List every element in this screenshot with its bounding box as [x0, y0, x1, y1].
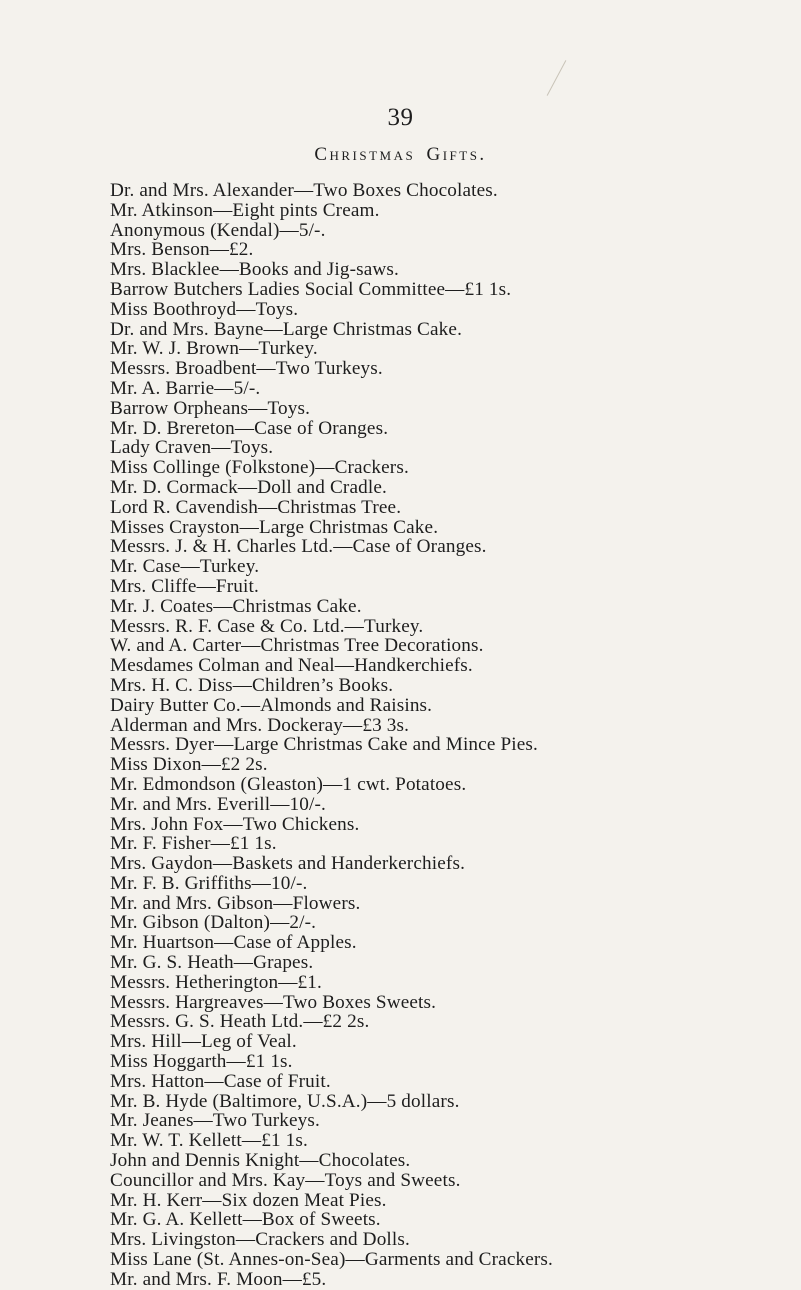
- gift-entry: Mrs. Gaydon—Baskets and Handerkerchiefs.: [110, 853, 466, 875]
- gift-entry: Alderman and Mrs. Dockeray—£3 3s.: [110, 714, 410, 736]
- page-title: Christmas Gifts.: [314, 144, 487, 165]
- gift-entry: Mr. B. Hyde (Baltimore, U.S.A.)—5 dollars.: [110, 1090, 460, 1112]
- page-number: 39: [387, 104, 414, 131]
- gift-entry: W. and A. Carter—Christmas Tree Decorations.: [110, 635, 484, 657]
- gift-entry: Councillor and Mrs. Kay—Toys and Sweets.: [110, 1169, 461, 1191]
- gift-entry: Mrs. Hill—Leg of Veal.: [110, 1031, 297, 1053]
- gift-entry: John and Dennis Knight—Chocolates.: [110, 1150, 411, 1172]
- gift-entry: Anonymous (Kendal)—5/-.: [110, 219, 326, 241]
- gift-entry: Mr. and Mrs. F. Moon—£5.: [110, 1268, 327, 1290]
- gift-entry: Mr. D. Cormack—Doll and Cradle.: [110, 476, 387, 498]
- gift-entry: Mr. Edmondson (Gleaston)—1 cwt. Potatoes.: [110, 773, 467, 795]
- gift-entry: Messrs. R. F. Case & Co. Ltd.—Turkey.: [110, 615, 424, 637]
- gift-entry: Miss Dixon—£2 2s.: [110, 754, 268, 776]
- gift-entry: Mr. F. Fisher—£1 1s.: [110, 833, 277, 855]
- gift-entry: Mr. Jeanes—Two Turkeys.: [110, 1110, 320, 1132]
- gift-entry: Mr. J. Coates—Christmas Cake.: [110, 595, 362, 617]
- gift-entry: Mrs. Livingston—Crackers and Dolls.: [110, 1229, 410, 1251]
- gift-entry: Mr. and Mrs. Everill—10/-.: [110, 793, 327, 815]
- gift-entry: Mr. and Mrs. Gibson—Flowers.: [110, 892, 361, 914]
- gift-entry: Misses Crayston—Large Christmas Cake.: [110, 516, 439, 538]
- gift-entry: Mr. D. Brereton—Case of Oranges.: [110, 417, 389, 439]
- gift-entry: Dr. and Mrs. Bayne—Large Christmas Cake.: [110, 318, 463, 340]
- gift-entry: Lady Craven—Toys.: [110, 437, 274, 459]
- gift-entry: Barrow Orpheans—Toys.: [110, 397, 311, 419]
- gift-entry: Mr. Atkinson—Eight pints Cream.: [110, 199, 380, 221]
- gift-entry: Dr. and Mrs. Alexander—Two Boxes Chocolates.: [110, 180, 498, 201]
- gift-entry: Mr. Gibson (Dalton)—2/-.: [110, 912, 317, 934]
- gift-entry: Mesdames Colman and Neal—Handkerchiefs.: [110, 655, 473, 677]
- gift-entry: Mr. W. J. Brown—Turkey.: [110, 338, 318, 360]
- gift-entry: Messrs. Broadbent—Two Turkeys.: [110, 358, 383, 380]
- gift-entry: Mr. F. B. Griffiths—10/-.: [110, 872, 308, 894]
- gift-entry: Mr. G. S. Heath—Grapes.: [110, 952, 314, 974]
- gift-entry: Mr. Huartson—Case of Apples.: [110, 932, 357, 954]
- gift-entry: Mr. Case—Turkey.: [110, 556, 260, 578]
- gift-entry: Messrs. Hetherington—£1.: [110, 971, 322, 993]
- gift-entry: Miss Collinge (Folkstone)—Crackers.: [110, 457, 409, 479]
- gift-entry: Miss Hoggarth—£1 1s.: [110, 1051, 293, 1073]
- gift-entry: Mrs. H. C. Diss—Children’s Books.: [110, 674, 394, 696]
- gift-entry: Messrs. Dyer—Large Christmas Cake and Mince Pies.: [110, 734, 538, 756]
- gift-entry: Miss Boothroyd—Toys.: [110, 298, 299, 320]
- gift-entry: Mrs. Benson—£2.: [110, 239, 254, 261]
- paper-crease-mark: [547, 60, 567, 96]
- gift-entry: Mrs. Blacklee—Books and Jig-saws.: [110, 259, 399, 281]
- gift-entry: Lord R. Cavendish—Christmas Tree.: [110, 496, 402, 518]
- gift-entry: Messrs. Hargreaves—Two Boxes Sweets.: [110, 991, 437, 1013]
- gift-entry: Dairy Butter Co.—Almonds and Raisins.: [110, 694, 433, 716]
- gift-entry: Barrow Butchers Ladies Social Committee—£1 1s.: [110, 278, 512, 300]
- gift-entry: Messrs. J. & H. Charles Ltd.—Case of Oranges.: [110, 536, 487, 558]
- gift-list: [110, 181, 553, 1290]
- gift-entry: Mr. A. Barrie—5/-.: [110, 377, 261, 399]
- gift-entry: Messrs. G. S. Heath Ltd.—£2 2s.: [110, 1011, 370, 1033]
- gift-entry: Mr. W. T. Kellett—£1 1s.: [110, 1130, 308, 1152]
- gift-entry: Mrs. Hatton—Case of Fruit.: [110, 1070, 331, 1092]
- gift-entry: Mrs. John Fox—Two Chickens.: [110, 813, 360, 835]
- gift-entry: Miss Lane (St. Annes-on-Sea)—Garments and Crackers.: [110, 1249, 553, 1271]
- gift-entry: Mrs. Cliffe—Fruit.: [110, 575, 259, 597]
- gift-entry: Mr. H. Kerr—Six dozen Meat Pies.: [110, 1189, 387, 1211]
- gift-entry: Mr. G. A. Kellett—Box of Sweets.: [110, 1209, 381, 1231]
